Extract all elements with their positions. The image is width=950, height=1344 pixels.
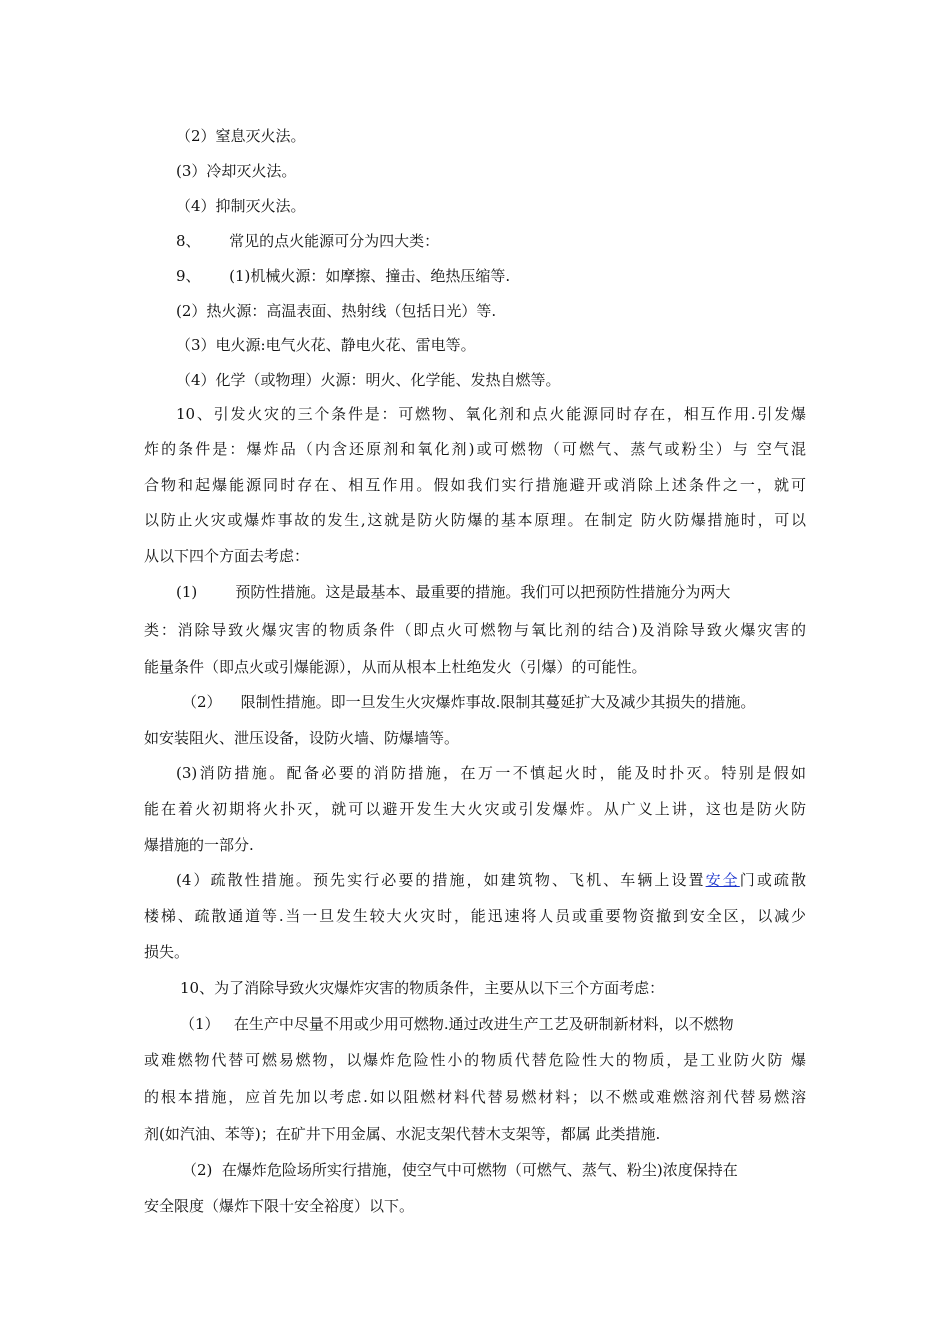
text-line: 损失。	[144, 943, 190, 961]
text-line: 剂(如汽油、苯等)；在矿井下用金属、水泥支架代替木支架等，都属 此类措施.	[144, 1125, 661, 1143]
text-line: 10、为了消除导致火灾爆炸灾害的物质条件，主要从以下三个方面考虑：	[180, 979, 665, 997]
text-line: 9、 (1)机械火源：如摩擦、撞击、绝热压缩等.	[176, 267, 511, 285]
text-line: （2） 限制性措施。即一旦发生火灾爆炸事故.限制其蔓延扩大及减少其损失的措施。	[182, 693, 756, 711]
text-line: (3）冷却灭火法。	[176, 162, 297, 180]
text-line: 爆措施的一部分.	[144, 836, 254, 854]
text-line: （2）窒息灭火法。	[176, 127, 306, 145]
text-line: 从以下四个方面去考虑：	[144, 547, 310, 565]
text-line: （4）化学（或物理）火源：明火、化学能、发热自燃等。	[176, 371, 561, 389]
text-line: 或难燃物代替可燃易燃物，以爆炸危险性小的物质代替危险性大的物质，是工业防火防 爆	[144, 1051, 806, 1069]
text-line: (1) 预防性措施。这是最基本、最重要的措施。我们可以把预防性措施分为两大	[176, 583, 731, 601]
text-line: 能在着火初期将火扑灭，就可以避开发生大火灾或引发爆炸。从广义上讲，这也是防火防	[144, 800, 806, 818]
text-line: 合物和起爆能源同时存在、相互作用。假如我们实行措施避开或消除上述条件之一，就可	[144, 476, 806, 494]
text-line: 炸的条件是：爆炸品（内含还原剂和氧化剂)或可燃物（可燃气、蒸气或粉尘）与 空气混	[144, 440, 806, 458]
text-line: 10、引发火灾的三个条件是：可燃物、氧化剂和点火能源同时存在，相互作用.引发爆	[176, 405, 806, 423]
text-line: 类：消除导致火爆灾害的物质条件（即点火可燃物与氧比剂的结合)及消除导致火爆灾害的	[144, 621, 806, 639]
text-line: （3）电火源:电气火花、静电火花、雷电等。	[176, 336, 476, 354]
text-line: 8、 常见的点火能源可分为四大类：	[176, 232, 440, 250]
text-line: 如安装阻火、泄压设备，设防火墙、防爆墙等。	[144, 729, 460, 747]
text-line: 能量条件（即点火或引爆能源），从而从根本上杜绝发火（引爆）的可能性。	[144, 658, 647, 676]
text-line: (2）热火源：高温表面、热射线（包括日光）等.	[176, 302, 497, 320]
text-line: 以防止火灾或爆炸事故的发生,这就是防火防爆的基本原理。在制定 防火防爆措施时，可以	[144, 511, 806, 529]
text-line: 的根本措施，应首先加以考虑.如以阻燃材料代替易燃材料；以不燃或难燃溶剂代替易燃溶	[144, 1088, 806, 1106]
text-line: （1） 在生产中尽量不用或少用可燃物.通过改进生产工艺及研制新材料，以不燃物	[180, 1015, 734, 1033]
text-line: 楼梯、疏散通道等.当一旦发生较大火灾时，能迅速将人员或重要物资撤到安全区，以减少	[144, 907, 806, 925]
text-line: (3)消防措施。配备必要的消防措施，在万一不慎起火时，能及时扑灭。特别是假如	[176, 764, 806, 782]
text-line: （4）抑制灭火法。	[176, 197, 306, 215]
text-line: 安全限度（爆炸下限十安全裕度）以下。	[144, 1197, 415, 1215]
safety-link[interactable]: 安全	[705, 871, 740, 889]
text-line: (4）疏散性措施。预先实行必要的措施，如建筑物、飞机、车辆上设置安全门或疏散	[176, 871, 806, 889]
text-line: （2) 在爆炸危险场所实行措施，使空气中可燃物（可燃气、蒸气、粉尘)浓度保持在	[182, 1161, 738, 1179]
